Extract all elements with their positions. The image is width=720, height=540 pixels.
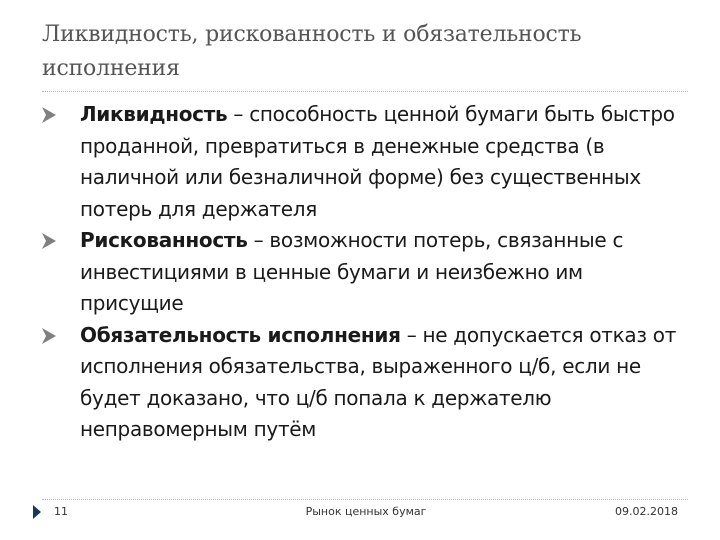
arrow-right-icon	[42, 107, 56, 123]
bullet-term: Рискованность	[80, 228, 248, 252]
arrow-right-icon	[42, 233, 56, 249]
slide-title: Ликвидность, рискованность и обязательность исполнения	[42, 22, 582, 81]
footer-date: 09.02.2018	[615, 505, 678, 518]
arrow-right-icon	[42, 328, 56, 344]
bullet-text: – возможности потерь, связанные с инвестициями в ценные бумаги и неизбежно им присущие	[80, 228, 624, 315]
footer-title: Рынок ценных бумаг	[305, 505, 427, 518]
triangle-marker-icon	[33, 505, 41, 519]
bullet-item-risk	[42, 225, 692, 320]
bullet-text: – способность ценной бумаги быть быстро проданной, превратиться в денежные средства (в наличной или безналичной форме) без существенных потерь для держателя	[80, 102, 675, 221]
title-divider	[42, 91, 688, 92]
page-number: 11	[54, 505, 68, 518]
footer-divider	[42, 499, 688, 500]
bullet-item-obligation	[42, 320, 692, 446]
bullet-list	[42, 99, 692, 446]
bullet-item-liquidity	[42, 99, 692, 225]
bullet-term: Обязательность исполнения	[80, 322, 401, 347]
bullet-term: Ликвидность	[80, 102, 228, 126]
bullet-text: – не допускается отказ от исполнения обязательства, выраженного ц/б, если не будет доказано, что ц/б попала к держателю неправомерным путём	[80, 322, 677, 441]
